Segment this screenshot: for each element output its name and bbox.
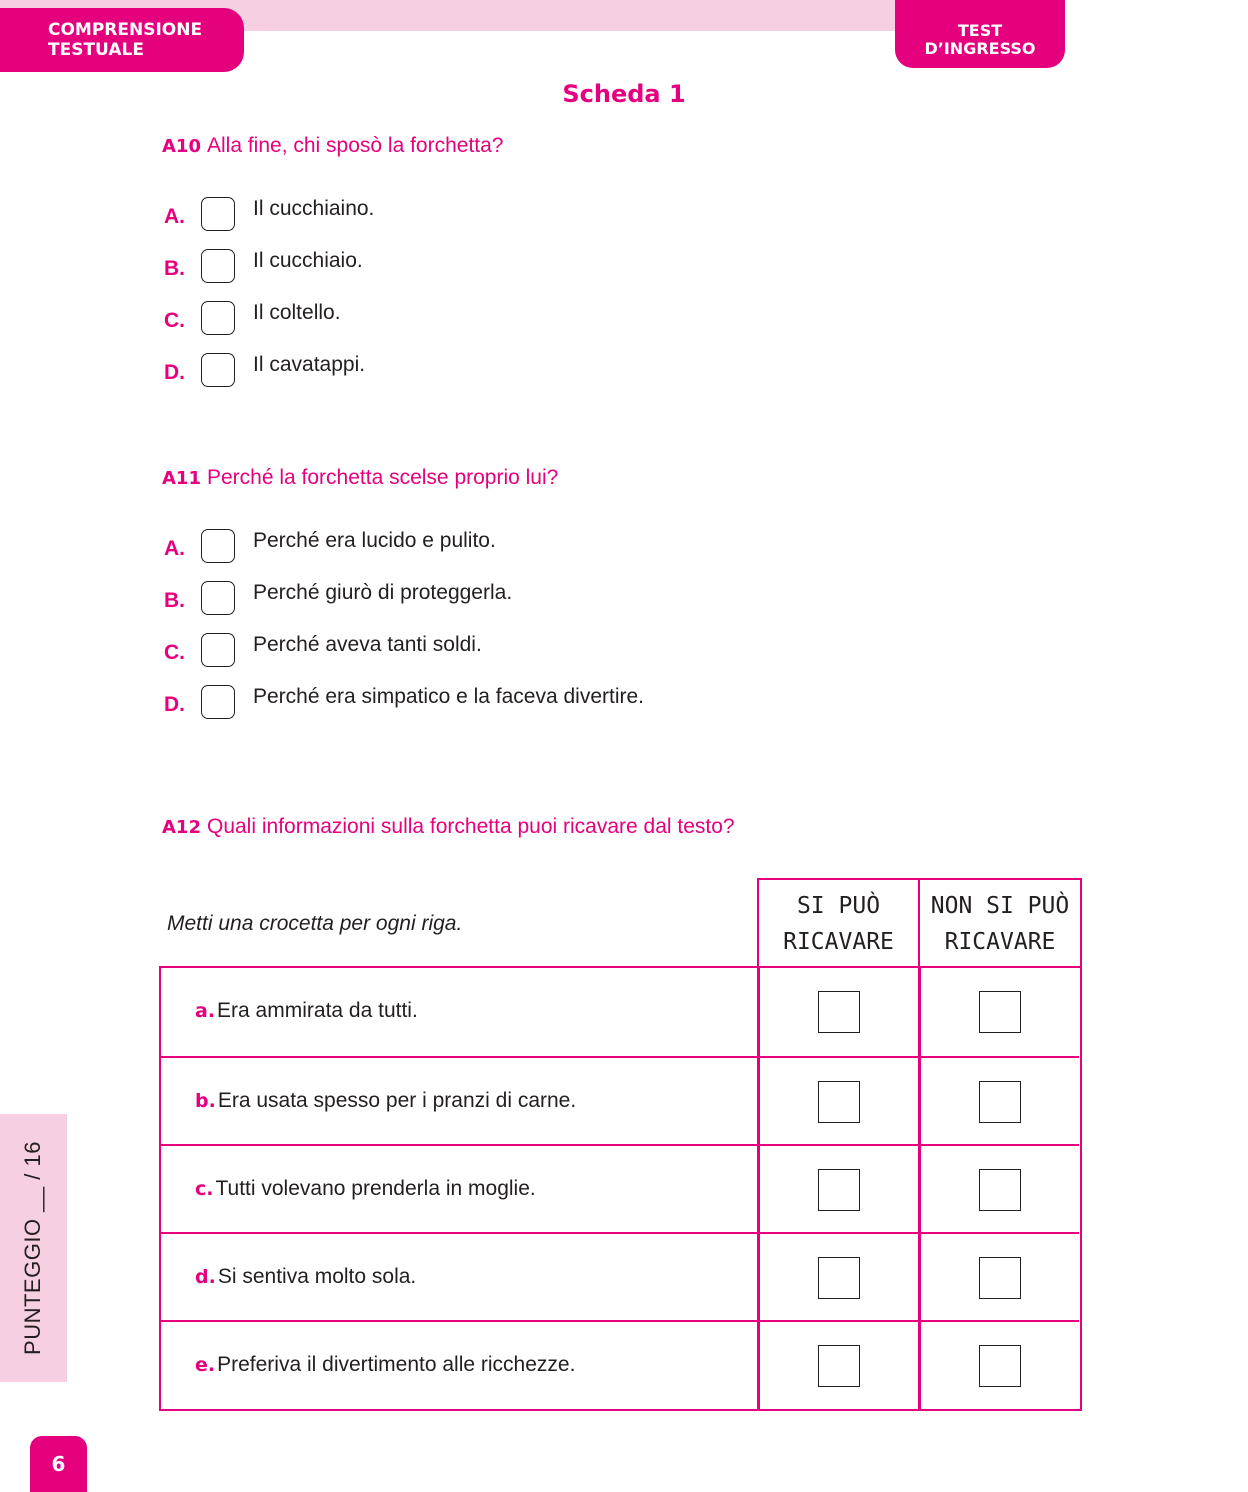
- section-label-line1: COMPRENSIONE: [48, 20, 203, 40]
- row-letter: e.: [195, 1354, 216, 1376]
- row-text: Era ammirata da tutti.: [217, 999, 418, 1022]
- checkbox[interactable]: [201, 529, 235, 563]
- option-letter: D.: [164, 693, 185, 716]
- column-header-line2: RICAVARE: [944, 929, 1056, 955]
- column-header-can: [757, 878, 920, 968]
- page-number: 6: [30, 1436, 87, 1492]
- table-body: [159, 966, 1082, 1411]
- column-header-line2: RICAVARE: [783, 929, 894, 955]
- score-label: PUNTEGGIO __ / 16: [20, 1141, 45, 1355]
- option-letter: B.: [164, 589, 185, 612]
- option-text: Il cucchiaino.: [253, 197, 375, 220]
- question-number: A12: [162, 817, 201, 838]
- can-checkbox[interactable]: [818, 1345, 860, 1387]
- option-text: Perché era simpatico e la faceva divertire.: [253, 685, 645, 708]
- cannot-checkbox[interactable]: [979, 1169, 1021, 1211]
- option-letter: D.: [164, 361, 185, 384]
- question-number: A11: [162, 468, 201, 489]
- option-letter: C.: [164, 309, 185, 332]
- checkbox[interactable]: [201, 249, 235, 283]
- row-text: Tutti volevano prenderla in moglie.: [215, 1177, 536, 1200]
- row-letter: d.: [195, 1266, 216, 1288]
- table-row: [161, 968, 1079, 1056]
- option-a11-b: [164, 581, 964, 617]
- option-a10-c: [164, 301, 964, 337]
- cannot-checkbox[interactable]: [979, 1081, 1021, 1123]
- option-a10-b: [164, 249, 964, 285]
- table-row: [161, 1232, 1079, 1320]
- option-text: Il cucchiaio.: [253, 249, 363, 272]
- question-text: Quali informazioni sulla forchetta puoi ricavare dal testo?: [206, 815, 735, 838]
- can-checkbox[interactable]: [818, 1257, 860, 1299]
- option-letter: C.: [164, 641, 185, 664]
- question-a12: [162, 815, 735, 839]
- checkbox[interactable]: [201, 581, 235, 615]
- row-label: [195, 1322, 575, 1408]
- table-row: [161, 1320, 1079, 1408]
- table-row: [161, 1144, 1079, 1232]
- can-checkbox[interactable]: [818, 1081, 860, 1123]
- option-a11-c: [164, 633, 964, 669]
- option-text: Il cavatappi.: [253, 353, 366, 376]
- option-text: Perché aveva tanti soldi.: [253, 633, 482, 656]
- option-a11-d: [164, 685, 964, 721]
- column-header-line1: NON SI PUÒ: [930, 893, 1070, 919]
- row-letter: c.: [195, 1178, 214, 1200]
- option-letter: A.: [164, 537, 185, 560]
- option-letter: B.: [164, 257, 185, 280]
- checkbox[interactable]: [201, 197, 235, 231]
- can-checkbox[interactable]: [818, 991, 860, 1033]
- row-label: [195, 1234, 416, 1320]
- option-letter: A.: [164, 205, 185, 228]
- checkbox[interactable]: [201, 685, 235, 719]
- checkbox[interactable]: [201, 633, 235, 667]
- section-tab: [0, 8, 244, 72]
- row-letter: a.: [195, 1000, 216, 1022]
- cannot-checkbox[interactable]: [979, 1345, 1021, 1387]
- column-header-cannot: [918, 878, 1082, 968]
- test-label-line1: TEST: [957, 21, 1003, 40]
- row-label: [195, 1146, 536, 1232]
- checkbox[interactable]: [201, 301, 235, 335]
- row-letter: b.: [195, 1090, 216, 1112]
- row-label: [195, 968, 418, 1054]
- table-instruction: Metti una crocetta per ogni riga.: [167, 912, 463, 935]
- question-text: Alla fine, chi sposò la forchetta?: [206, 134, 504, 157]
- cannot-checkbox[interactable]: [979, 991, 1021, 1033]
- question-a11: [162, 466, 558, 490]
- option-a11-a: [164, 529, 964, 565]
- section-label-line2: TESTUALE: [48, 40, 144, 60]
- option-text: Il coltello.: [253, 301, 341, 324]
- option-text: Perché era lucido e pulito.: [253, 529, 496, 552]
- question-a10: [162, 134, 504, 158]
- page-title: Scheda 1: [562, 80, 686, 108]
- question-number: A10: [162, 136, 201, 157]
- answer-table: [159, 878, 1082, 1411]
- row-label: [195, 1058, 576, 1144]
- table-row: [161, 1056, 1079, 1144]
- row-text: Si sentiva molto sola.: [217, 1265, 417, 1288]
- column-header-line1: SI PUÒ: [796, 893, 881, 919]
- test-label-line2: D’INGRESSO: [924, 39, 1036, 58]
- question-text: Perché la forchetta scelse proprio lui?: [206, 466, 559, 489]
- option-a10-d: [164, 353, 964, 389]
- option-a10-a: [164, 197, 964, 233]
- row-text: Preferiva il divertimento alle ricchezze.: [217, 1353, 576, 1376]
- checkbox[interactable]: [201, 353, 235, 387]
- cannot-checkbox[interactable]: [979, 1257, 1021, 1299]
- test-tab: [895, 0, 1065, 68]
- can-checkbox[interactable]: [818, 1169, 860, 1211]
- row-text: Era usata spesso per i pranzi di carne.: [217, 1089, 577, 1112]
- option-text: Perché giurò di proteggerla.: [253, 581, 513, 604]
